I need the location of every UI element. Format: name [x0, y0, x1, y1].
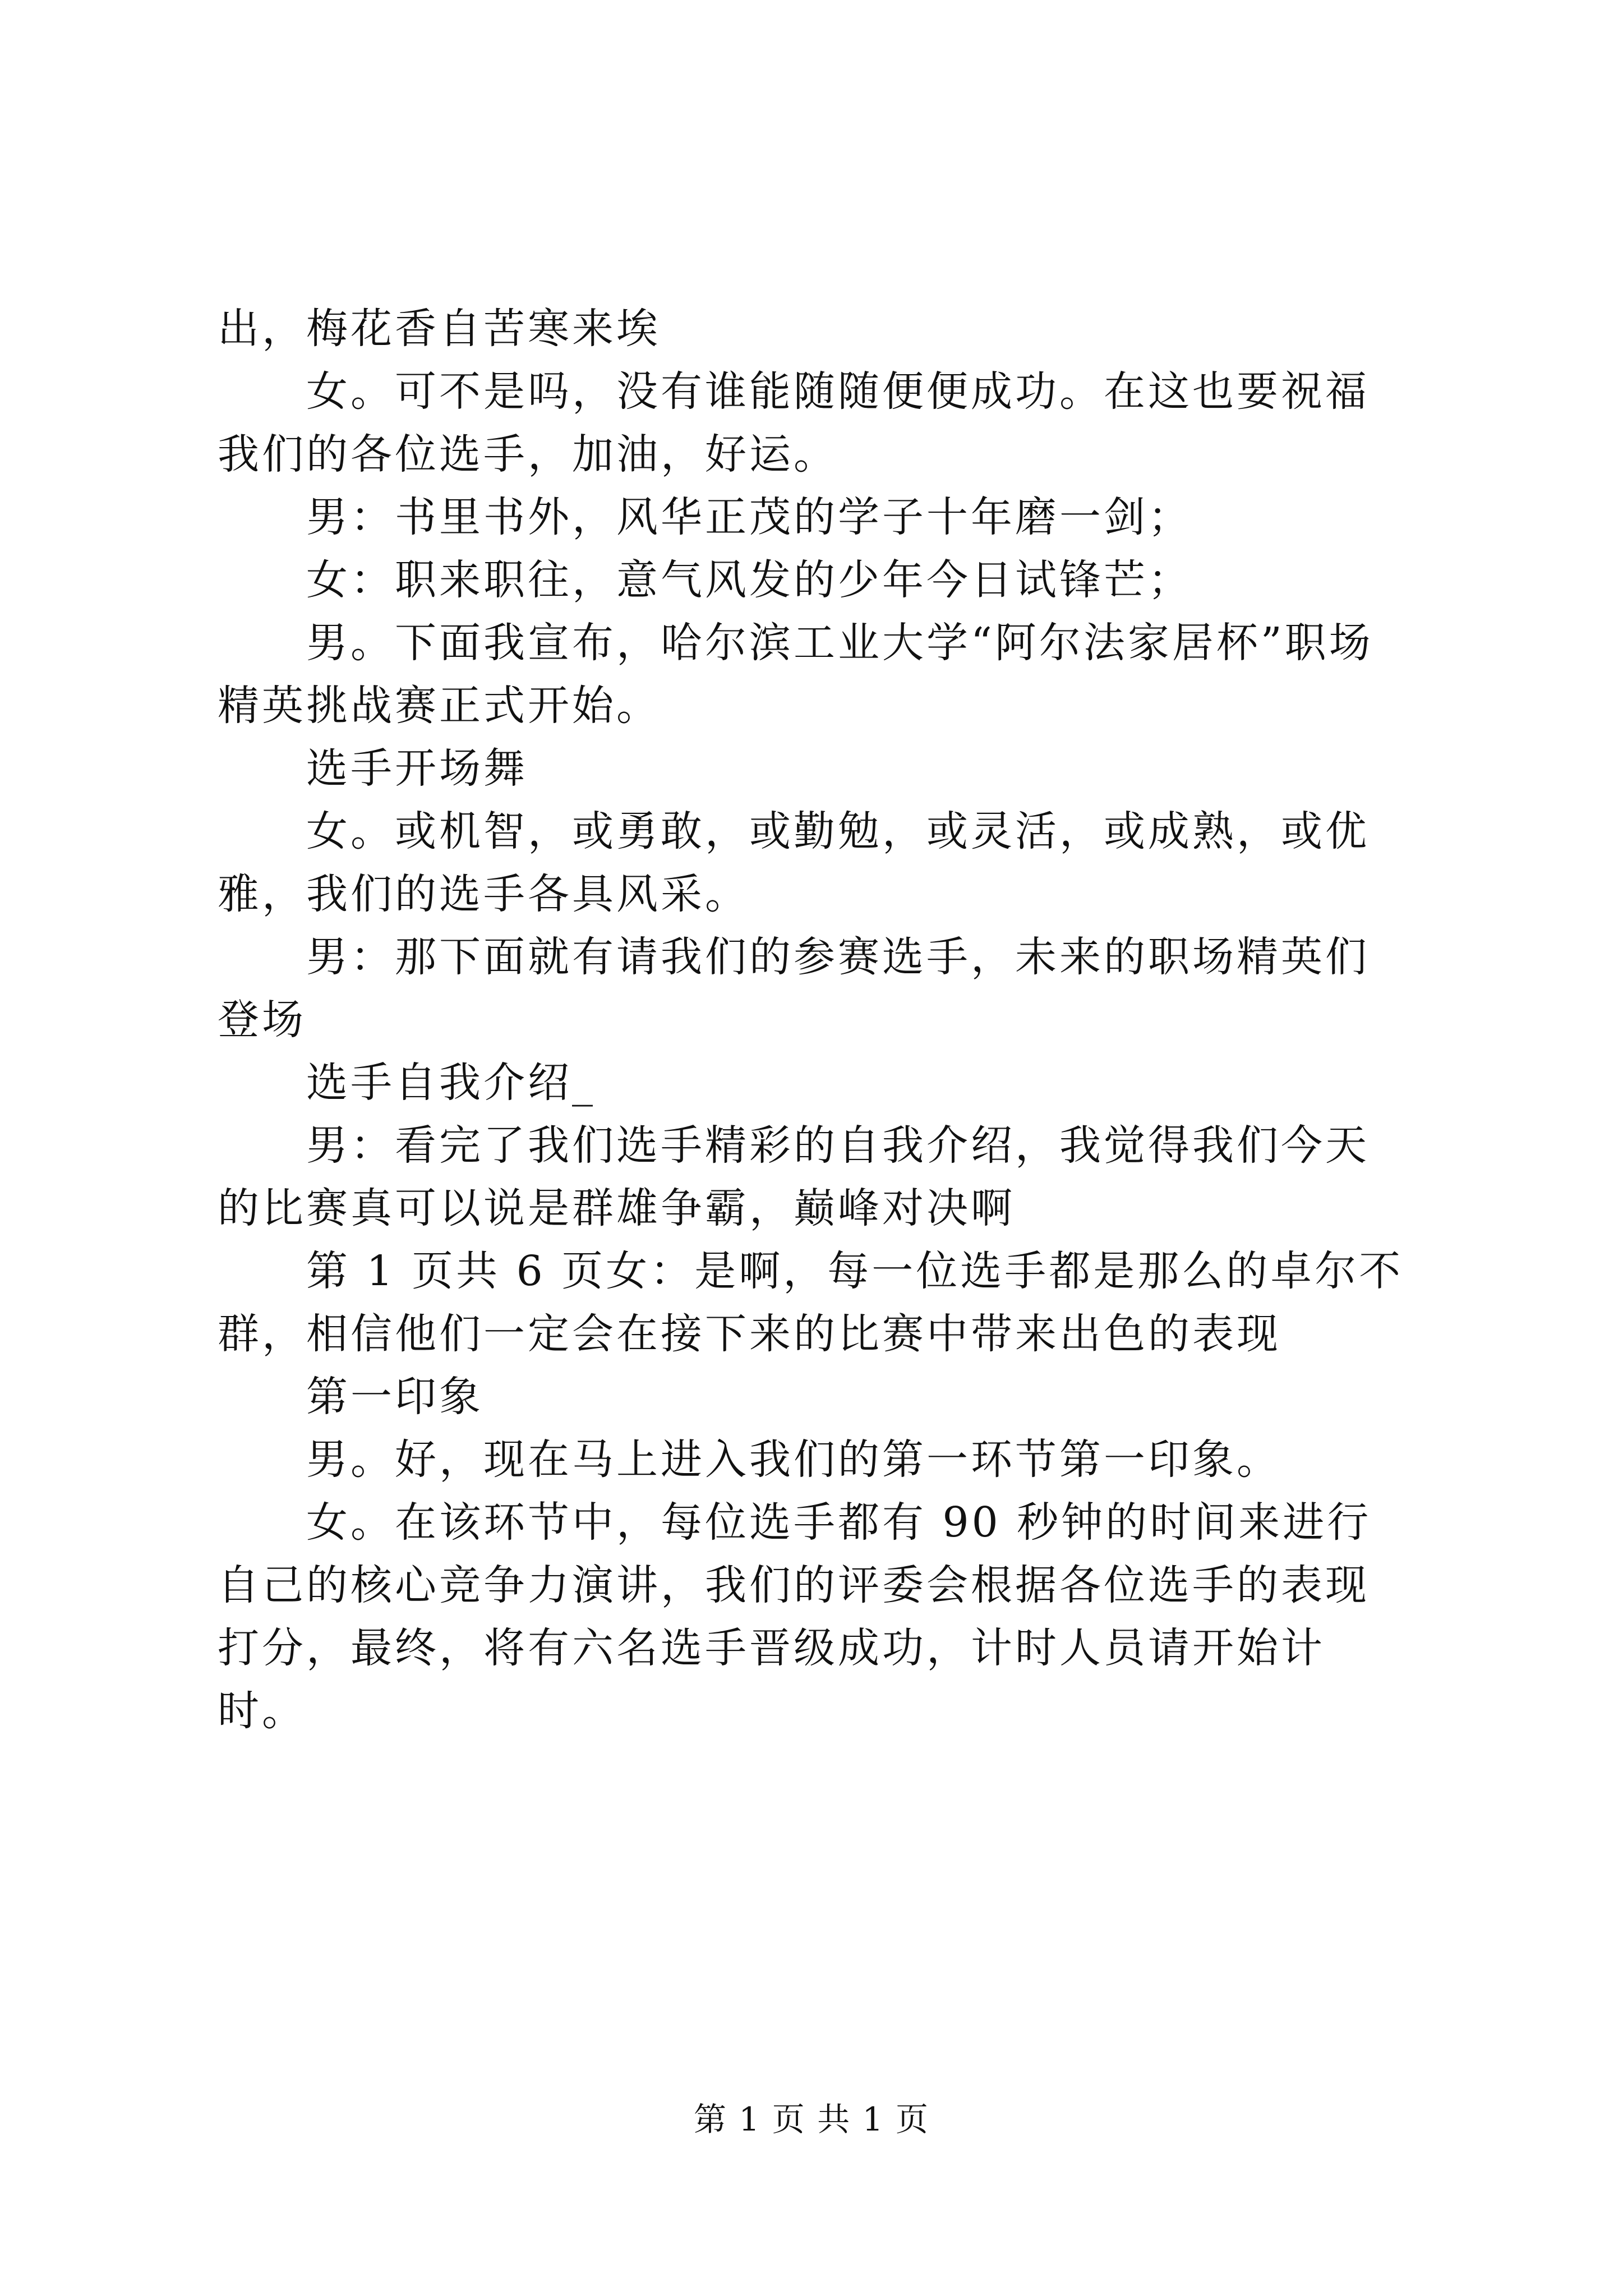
- paragraph: 男：那下面就有请我们的参赛选手，未来的职场精英们登场: [218, 933, 1370, 1044]
- paragraph: 女。在该环节中，每位选手都有 90 秒钟的时间来进行自己的核心竞争力演讲，我们的评委会根据各位选手的表现打分，最终，将有六名选手晋级成功，计时人员请开始计时。: [218, 1498, 1372, 1735]
- section-heading: 第一印象: [306, 1373, 483, 1421]
- paragraph: 女。可不是吗，没有谁能随随便便成功。在这也要祝福我们的各位选手，加油，好运。: [218, 367, 1370, 478]
- paragraph: 男：书里书外，风华正茂的学子十年磨一剑；: [306, 493, 1192, 541]
- paragraph: 男。好，现在马上进入我们的第一环节第一印象。: [306, 1435, 1281, 1484]
- paragraph: 女：职来职往，意气风发的少年今日试锋芒；: [306, 556, 1192, 604]
- paragraph-continuation: 出，梅花香自苦寒来埃: [218, 305, 661, 353]
- document-body: [218, 297, 1412, 1742]
- section-heading: 选手自我介绍_: [306, 1059, 596, 1107]
- page-footer: 第 1 页 共 1 页: [694, 2100, 929, 2138]
- section-heading: 选手开场舞: [306, 744, 528, 793]
- paragraph: 第 1 页共 6 页女：是啊，每一位选手都是那么的卓尔不群，相信他们一定会在接下来的比赛中带来出色的表现: [218, 1247, 1404, 1358]
- paragraph: 男：看完了我们选手精彩的自我介绍，我觉得我们今天的比赛真可以说是群雄争霸，巅峰对决啊: [218, 1121, 1370, 1232]
- paragraph: 女。或机智，或勇敢，或勤勉，或灵活，或成熟，或优雅，我们的选手各具风采。: [218, 807, 1370, 918]
- paragraph: 男。下面我宣布，哈尔滨工业大学“阿尔法家居杯”职场精英挑战赛正式开始。: [218, 619, 1373, 730]
